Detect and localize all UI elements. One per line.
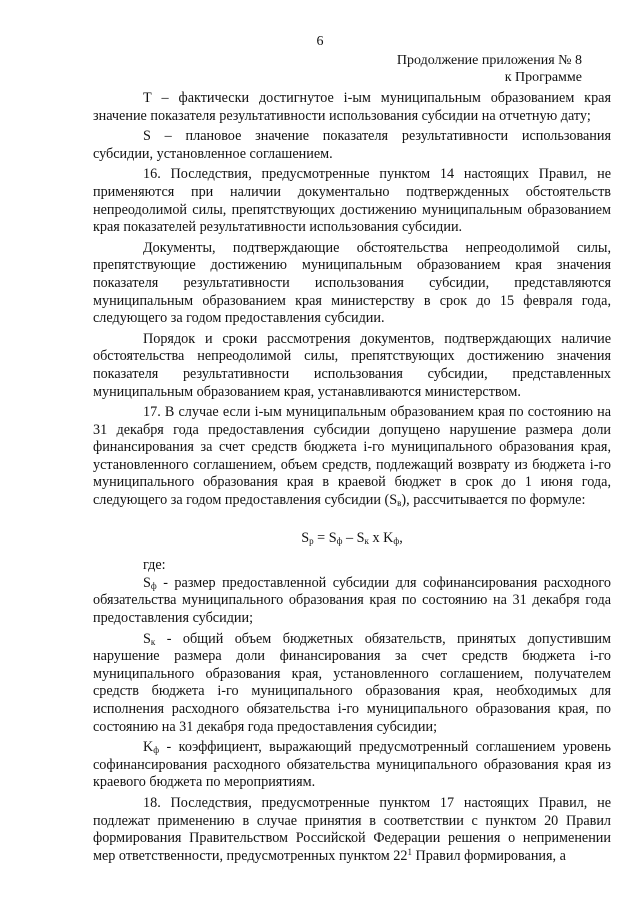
- def-kf-subscript: ф: [153, 745, 160, 756]
- def-sk-symbol: S: [143, 630, 151, 647]
- page-number: 6: [316, 34, 324, 49]
- def-sk-text: - общий объем бюджетных обязательств, принятых допустившим нарушение размера доли финансирования за счет средств бюджета i-го муниципального образования края, установленного соглашением, получателем средств бюджета i-го муниципального образования края, необходимых для исполнения расходного обязательства i-го муниципального образования края, по состоянию на 31 декабря года предоставления субсидии;: [93, 630, 611, 735]
- formula-eq: = S: [313, 529, 337, 546]
- def-kf-symbol: K: [143, 739, 154, 756]
- paragraph-17-text: 17. В случае если i-ым муниципальным образованием края по состоянию на 31 декабря года предоставления субсидии допущено нарушение размера доли финансирования за счет средств бюджета i-го муниципального образования края, установленного соглашением, объем средств, подлежащий возврату из бюджета i-го муниципального образования края в краевой бюджет в срок до 1 июня года, следующего за годом предоставления субсидии (S: [93, 404, 611, 509]
- paragraph-sk-definition: [93, 631, 611, 737]
- paragraph-18-tail: Правил формирования, а: [411, 847, 566, 864]
- def-sf-subscript: ф: [150, 580, 157, 591]
- paragraph-18-text: 18. Последствия, предусмотренные пунктом 17 настоящих Правил, не подлежат применению в случае принятия в соответствии с пунктом 20 Правил формирования Правительством Российской Федерации решения о неприменении мер ответственности, предусмотренных пунктом 22: [93, 794, 611, 864]
- def-sk-subscript: к: [150, 636, 156, 647]
- def-sf-symbol: S: [143, 574, 151, 591]
- paragraph-where: где:: [143, 557, 166, 574]
- formula-sub-f1: ф: [336, 535, 343, 546]
- formula-x: х K: [368, 529, 394, 546]
- appendix-heading: [352, 52, 582, 86]
- paragraph-17-subscript: в: [397, 498, 402, 509]
- paragraph-16: 16. Последствия, предусмотренные пунктом 14 настоящих Правил, не применяются при наличии документально подтвержденных обстоятельств непреодолимой силы, препятствующих достижению муниципальным образованием края показателей результативности использования субсидии.: [93, 166, 611, 236]
- paragraph-17-tail: ), рассчитывается по формуле:: [401, 492, 586, 509]
- paragraph-17: [93, 404, 611, 510]
- formula-sub-k: к: [364, 535, 369, 546]
- def-sf-text: - размер предоставленной субсидии для софинансирования расходного обязательства муниципального образования края по состоянию на 31 декабря года предоставления субсидии;: [93, 574, 611, 627]
- formula-minus: – S: [342, 529, 365, 546]
- formula-tail: ,: [399, 529, 403, 546]
- document-body: [93, 90, 611, 865]
- paragraph-18: [93, 795, 611, 865]
- paragraph-t-definition: Т – фактически достигнутое i-ым муниципальным образованием края значение показателя результативности использования субсидии на отчетную дату;: [93, 90, 611, 124]
- formula: [93, 530, 611, 548]
- formula-s: S: [301, 529, 310, 546]
- formula-sub-r: р: [309, 535, 314, 546]
- appendix-line-1: Продолжение приложения № 8: [396, 53, 582, 68]
- paragraph-sf-definition: [93, 575, 611, 628]
- paragraph-kf-definition: [93, 739, 611, 792]
- paragraph-18-superscript: 1: [407, 846, 412, 857]
- appendix-line-2: к Программе: [504, 70, 582, 85]
- def-kf-text: - коэффициент, выражающий предусмотренный соглашением уровень софинансирования расходного обязательства муниципального образования края из краевого бюджета по мероприятиям.: [93, 739, 611, 791]
- paragraph-documents: Документы, подтверждающие обстоятельства непреодолимой силы, препятствующие достижению муниципальным образованием края значения показателя результативности использования субсидии, представляются муниципальным образованием края министерству в срок до 15 февраля года, следующего за годом предоставления субсидии.: [93, 239, 611, 327]
- paragraph-procedure: Порядок и сроки рассмотрения документов, подтверждающих наличие обстоятельства непреодолимой силы, препятствующих достижению значения показателя результативности использования субсидии, представленных муниципальным образованием края, устанавливаются министерством.: [93, 330, 611, 400]
- formula-sub-f2: ф: [393, 535, 400, 546]
- paragraph-s-definition: S – плановое значение показателя результативности использования субсидии, установленное соглашением.: [93, 128, 611, 162]
